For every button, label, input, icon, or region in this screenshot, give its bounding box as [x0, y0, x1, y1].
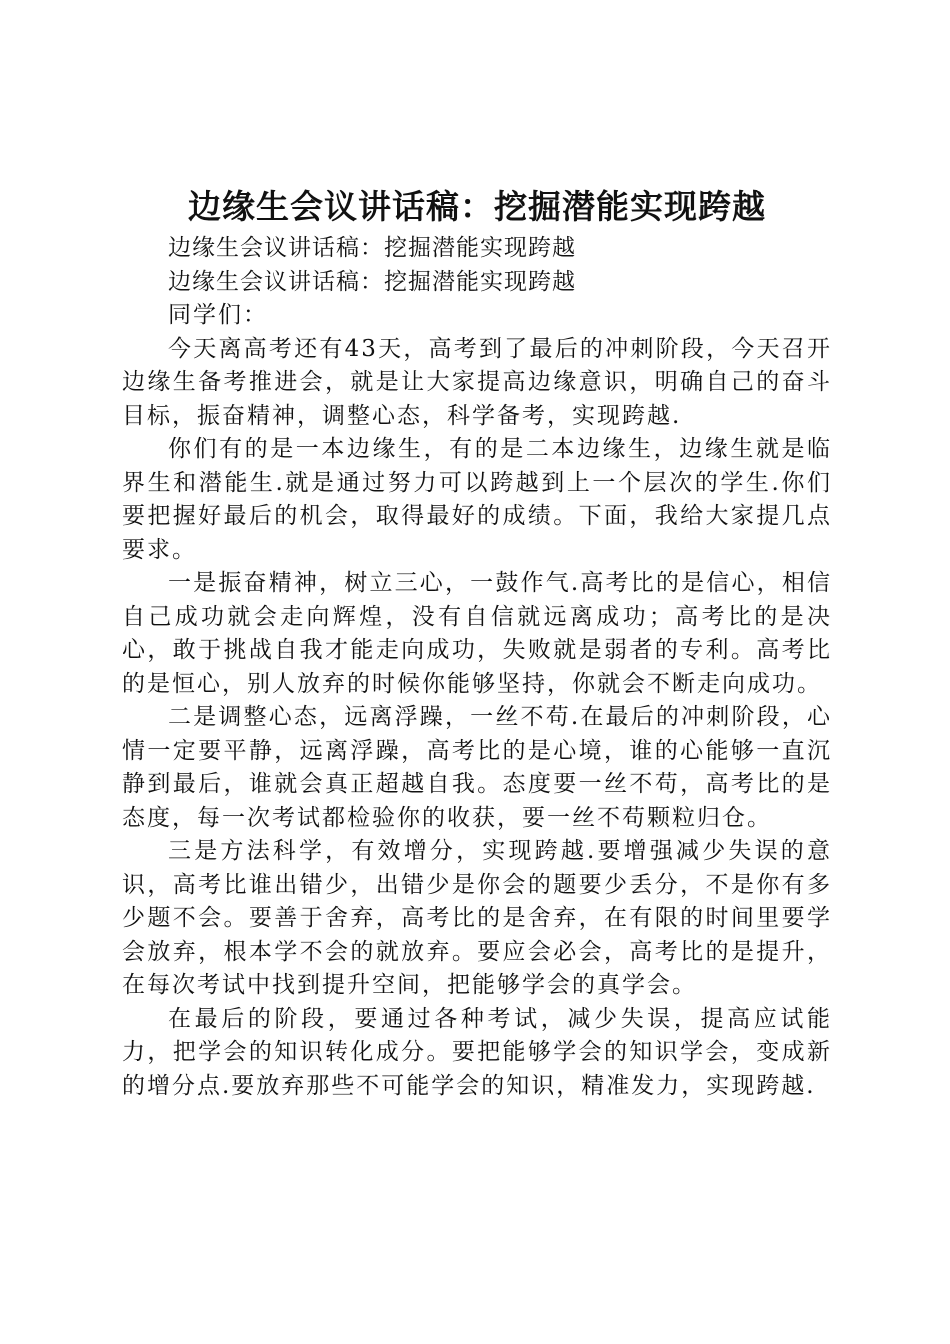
paragraph-3: 一是振奋精神，树立三心，一鼓作气.高考比的是信心，相信自己成功就会走向辉煌，没有自信就远离成功；高考比的是决心，敢于挑战自我才能走向成功，失败就是弱者的专利。高考比的是恒心，别人放弃的时候你能够坚持，你就会不断走向成功。 [122, 570, 832, 697]
document-title: 边缘生会议讲话稿：挖掘潜能实现跨越 [188, 187, 766, 226]
salutation: 同学们： [168, 302, 268, 328]
subtitle-line-2: 边缘生会议讲话稿：挖掘潜能实现跨越 [168, 268, 576, 295]
paragraph-5: 三是方法科学，有效增分，实现跨越.要增强减少失误的意识，高考比谁出错少，出错少是你会的题要少丢分，不是你有多少题不会。要善于舍弃，高考比的是舍弃，在有限的时间里要学会放弃，根本学不会的就放弃。要应会必会，高考比的是提升，在每次考试中找到提升空间，把能够学会的真学会。 [122, 838, 832, 998]
paragraph-2: 你们有的是一本边缘生，有的是二本边缘生，边缘生就是临界生和潜能生.就是通过努力可以跨越到上一个层次的学生.你们要把握好最后的机会，取得最好的成绩。下面，我给大家提几点要求。 [122, 436, 832, 563]
paragraph-6: 在最后的阶段，要通过各种考试，减少失误，提高应试能力，把学会的知识转化成分。要把能够学会的知识学会，变成新的增分点.要放弃那些不可能学会的知识，精准发力，实现跨越. [122, 1005, 832, 1099]
subtitle-line-1: 边缘生会议讲话稿：挖掘潜能实现跨越 [168, 235, 576, 261]
paragraph-1: 今天离高考还有43天，高考到了最后的冲刺阶段，今天召开边缘生备考推进会，就是让大家提高边缘意识，明确自己的奋斗目标，振奋精神，调整心态，科学备考，实现跨越. [122, 335, 832, 429]
document-body [122, 182, 832, 1103]
paragraph-4: 二是调整心态，远离浮躁，一丝不苟.在最后的冲刺阶段，心情一定要平静，远离浮躁，高考比的是心境，谁的心能够一直沉静到最后，谁就会真正超越自我。态度要一丝不苟，高考比的是态度，每一次考试都检验你的收获，要一丝不苟颗粒归仓。 [122, 704, 832, 831]
